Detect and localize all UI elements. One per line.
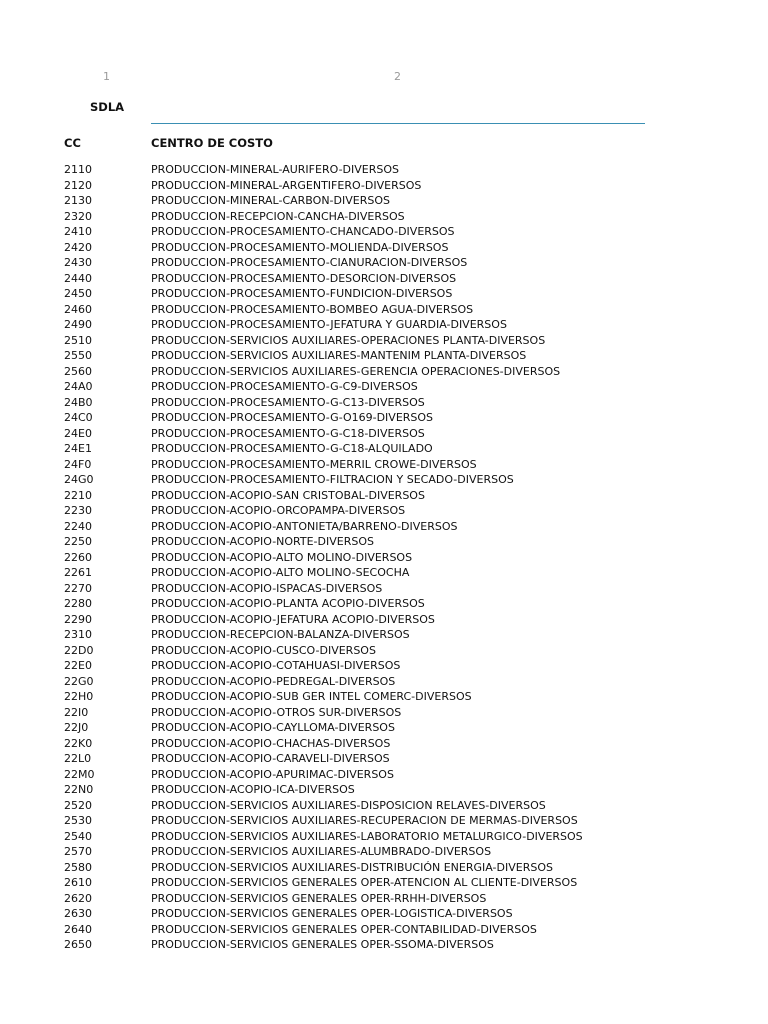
cost-center-description: PRODUCCION-ACOPIO-ALTO MOLINO-SECOCHA bbox=[151, 566, 410, 579]
cost-center-code: 2450 bbox=[64, 287, 92, 300]
table-row bbox=[64, 162, 744, 178]
cost-center-description: PRODUCCION-SERVICIOS AUXILIARES-DISTRIBUCIÓN ENERGIA-DIVERSOS bbox=[151, 860, 553, 874]
cost-center-code: 2280 bbox=[64, 597, 92, 610]
table-row bbox=[64, 891, 744, 907]
cost-center-code: 2290 bbox=[64, 612, 92, 626]
cost-center-description: PRODUCCION-PROCESAMIENTO-CIANURACION-DIVERSOS bbox=[151, 256, 468, 269]
table-row bbox=[64, 209, 744, 225]
table-row bbox=[64, 705, 744, 721]
table-row bbox=[64, 736, 744, 752]
table-row bbox=[64, 689, 744, 705]
table-row bbox=[64, 906, 744, 922]
cost-center-description: PRODUCCION-PROCESAMIENTO-DESORCION-DIVERSOS bbox=[151, 271, 457, 285]
cost-center-code: 2420 bbox=[64, 240, 92, 254]
cost-center-code: 2110 bbox=[64, 163, 92, 176]
cost-center-code: 22I0 bbox=[64, 705, 89, 719]
table-row bbox=[64, 255, 744, 271]
cost-center-code: 2430 bbox=[64, 256, 92, 269]
cost-center-code: 2260 bbox=[64, 550, 92, 564]
cost-center-description: PRODUCCION-ACOPIO-OTROS SUR-DIVERSOS bbox=[151, 705, 402, 719]
cost-center-code: 24B0 bbox=[64, 395, 93, 409]
cost-center-code: 22G0 bbox=[64, 674, 94, 688]
table-row bbox=[64, 782, 744, 798]
cost-center-code: 22N0 bbox=[64, 783, 94, 796]
table-row bbox=[64, 503, 744, 519]
cost-center-description: PRODUCCION-PROCESAMIENTO-G-O169-DIVERSOS bbox=[151, 411, 434, 424]
cost-center-description: PRODUCCION-RECEPCION-CANCHA-DIVERSOS bbox=[151, 209, 405, 223]
cost-center-description: PRODUCCION-ACOPIO-ISPACAS-DIVERSOS bbox=[151, 581, 383, 595]
cost-center-code: 2460 bbox=[64, 302, 92, 316]
cost-center-description: PRODUCCION-PROCESAMIENTO-JEFATURA Y GUARDIA-DIVERSOS bbox=[151, 318, 507, 331]
table-row bbox=[64, 798, 744, 814]
cost-center-description: PRODUCCION-SERVICIOS AUXILIARES-LABORATORIO METALURGICO-DIVERSOS bbox=[151, 829, 583, 843]
cost-center-code: 2320 bbox=[64, 209, 92, 223]
table-row bbox=[64, 302, 744, 318]
cost-center-description: PRODUCCION-ACOPIO-ICA-DIVERSOS bbox=[151, 783, 355, 796]
table-row bbox=[64, 379, 744, 395]
table-row bbox=[64, 286, 744, 302]
column-header-centro-de-costo: CENTRO DE COSTO bbox=[151, 136, 273, 150]
cost-center-description: PRODUCCION-ACOPIO-ALTO MOLINO-DIVERSOS bbox=[151, 550, 413, 564]
cost-center-code: 24E1 bbox=[64, 442, 92, 455]
table-row bbox=[64, 364, 744, 380]
cost-center-description: PRODUCCION-PROCESAMIENTO-BOMBEO AGUA-DIVERSOS bbox=[151, 302, 474, 316]
table-row bbox=[64, 581, 744, 597]
table-row bbox=[64, 178, 744, 194]
table-row bbox=[64, 441, 744, 457]
cost-center-description: PRODUCCION-ACOPIO-APURIMAC-DIVERSOS bbox=[151, 767, 394, 781]
cost-center-code: 24E0 bbox=[64, 426, 92, 440]
column-number-2: 2 bbox=[394, 70, 401, 83]
cost-center-description: PRODUCCION-MINERAL-ARGENTIFERO-DIVERSOS bbox=[151, 178, 422, 192]
cost-center-code: 2130 bbox=[64, 194, 92, 207]
cost-center-code: 2490 bbox=[64, 318, 92, 331]
cost-center-description: PRODUCCION-ACOPIO-JEFATURA ACOPIO-DIVERSOS bbox=[151, 612, 435, 626]
table-row bbox=[64, 720, 744, 736]
cost-center-code: 22L0 bbox=[64, 752, 92, 765]
cost-center-description: PRODUCCION-PROCESAMIENTO-G-C13-DIVERSOS bbox=[151, 395, 425, 409]
cost-center-description: PRODUCCION-SERVICIOS AUXILIARES-DISPOSICION RELAVES-DIVERSOS bbox=[151, 798, 546, 812]
cost-center-description: PRODUCCION-ACOPIO-COTAHUASI-DIVERSOS bbox=[151, 659, 401, 672]
cost-center-description: PRODUCCION-ACOPIO-SUB GER INTEL COMERC-DIVERSOS bbox=[151, 690, 472, 703]
cost-center-code: 2510 bbox=[64, 333, 92, 347]
cost-center-description: PRODUCCION-ACOPIO-NORTE-DIVERSOS bbox=[151, 535, 374, 548]
table-row bbox=[64, 410, 744, 426]
column-header-cc: CC bbox=[64, 136, 81, 150]
cost-center-description: PRODUCCION-SERVICIOS GENERALES OPER-RRHH-DIVERSOS bbox=[151, 891, 487, 905]
cost-center-description: PRODUCCION-ACOPIO-SAN CRISTOBAL-DIVERSOS bbox=[151, 488, 425, 502]
table-row bbox=[64, 333, 744, 349]
cost-center-description: PRODUCCION-ACOPIO-ORCOPAMPA-DIVERSOS bbox=[151, 504, 406, 517]
cost-center-code: 2240 bbox=[64, 519, 92, 533]
cost-center-code: 2310 bbox=[64, 628, 92, 641]
cost-center-code: 2640 bbox=[64, 922, 92, 936]
cost-center-code: 2610 bbox=[64, 876, 92, 889]
table-row bbox=[64, 395, 744, 411]
cost-center-description: PRODUCCION-PROCESAMIENTO-FILTRACION Y SECADO-DIVERSOS bbox=[151, 473, 514, 486]
table-row bbox=[64, 674, 744, 690]
cost-center-table bbox=[64, 162, 744, 953]
cost-center-description: PRODUCCION-ACOPIO-CARAVELI-DIVERSOS bbox=[151, 752, 390, 765]
table-row bbox=[64, 643, 744, 659]
cost-center-code: 2580 bbox=[64, 860, 92, 874]
table-row bbox=[64, 937, 744, 953]
table-row bbox=[64, 240, 744, 256]
cost-center-description: PRODUCCION-SERVICIOS AUXILIARES-OPERACIONES PLANTA-DIVERSOS bbox=[151, 333, 546, 347]
table-row bbox=[64, 519, 744, 535]
cost-center-code: 2410 bbox=[64, 225, 92, 238]
cost-center-description: PRODUCCION-MINERAL-CARBON-DIVERSOS bbox=[151, 194, 390, 207]
table-row bbox=[64, 829, 744, 845]
cost-center-description: PRODUCCION-SERVICIOS GENERALES OPER-ATENCION AL CLIENTE-DIVERSOS bbox=[151, 876, 578, 889]
cost-center-code: 2620 bbox=[64, 891, 92, 905]
cost-center-code: 22E0 bbox=[64, 659, 92, 672]
table-row bbox=[64, 534, 744, 550]
cost-center-description: PRODUCCION-PROCESAMIENTO-CHANCADO-DIVERSOS bbox=[151, 225, 455, 238]
cost-center-description: PRODUCCION-RECEPCION-BALANZA-DIVERSOS bbox=[151, 628, 410, 641]
cost-center-code: 24C0 bbox=[64, 411, 93, 424]
cost-center-description: PRODUCCION-MINERAL-AURIFERO-DIVERSOS bbox=[151, 163, 399, 176]
table-row bbox=[64, 193, 744, 209]
table-row bbox=[64, 596, 744, 612]
cost-center-description: PRODUCCION-PROCESAMIENTO-G-C9-DIVERSOS bbox=[151, 380, 418, 393]
table-row bbox=[64, 488, 744, 504]
cost-center-description: PRODUCCION-SERVICIOS GENERALES OPER-CONTABILIDAD-DIVERSOS bbox=[151, 922, 537, 936]
header-divider bbox=[151, 123, 645, 124]
cost-center-description: PRODUCCION-SERVICIOS AUXILIARES-ALUMBRADO-DIVERSOS bbox=[151, 845, 492, 858]
cost-center-description: PRODUCCION-SERVICIOS GENERALES OPER-SSOMA-DIVERSOS bbox=[151, 938, 494, 951]
cost-center-code: 2530 bbox=[64, 814, 92, 827]
cost-center-code: 2230 bbox=[64, 504, 92, 517]
cost-center-code: 2210 bbox=[64, 488, 92, 502]
cost-center-code: 2261 bbox=[64, 566, 92, 579]
cost-center-code: 2560 bbox=[64, 364, 92, 378]
cost-center-description: PRODUCCION-PROCESAMIENTO-FUNDICION-DIVERSOS bbox=[151, 287, 453, 300]
column-number-1: 1 bbox=[103, 70, 110, 83]
cost-center-description: PRODUCCION-PROCESAMIENTO-MERRIL CROWE-DIVERSOS bbox=[151, 457, 477, 471]
table-row bbox=[64, 767, 744, 783]
cost-center-code: 2270 bbox=[64, 581, 92, 595]
cost-center-description: PRODUCCION-ACOPIO-ANTONIETA/BARRENO-DIVERSOS bbox=[151, 519, 458, 533]
cost-center-code: 22D0 bbox=[64, 643, 94, 657]
section-title: SDLA bbox=[90, 100, 125, 114]
cost-center-code: 2540 bbox=[64, 829, 92, 843]
cost-center-description: PRODUCCION-PROCESAMIENTO-G-C18-ALQUILADO bbox=[151, 442, 433, 455]
cost-center-code: 22H0 bbox=[64, 690, 94, 703]
cost-center-description: PRODUCCION-PROCESAMIENTO-G-C18-DIVERSOS bbox=[151, 426, 425, 440]
table-row bbox=[64, 844, 744, 860]
table-row bbox=[64, 922, 744, 938]
table-row bbox=[64, 224, 744, 240]
cost-center-description: PRODUCCION-ACOPIO-PLANTA ACOPIO-DIVERSOS bbox=[151, 597, 425, 610]
cost-center-description: PRODUCCION-PROCESAMIENTO-MOLIENDA-DIVERSOS bbox=[151, 240, 449, 254]
cost-center-code: 2440 bbox=[64, 271, 92, 285]
table-row bbox=[64, 472, 744, 488]
table-row bbox=[64, 813, 744, 829]
cost-center-description: PRODUCCION-SERVICIOS AUXILIARES-RECUPERACION DE MERMAS-DIVERSOS bbox=[151, 814, 578, 827]
cost-center-code: 2520 bbox=[64, 798, 92, 812]
cost-center-code: 2570 bbox=[64, 845, 92, 858]
table-row bbox=[64, 627, 744, 643]
cost-center-description: PRODUCCION-ACOPIO-CUSCO-DIVERSOS bbox=[151, 643, 376, 657]
table-row bbox=[64, 426, 744, 442]
cost-center-code: 22J0 bbox=[64, 721, 89, 734]
cost-center-description: PRODUCCION-ACOPIO-PEDREGAL-DIVERSOS bbox=[151, 674, 396, 688]
table-row bbox=[64, 457, 744, 473]
table-row bbox=[64, 612, 744, 628]
table-row bbox=[64, 751, 744, 767]
cost-center-description: PRODUCCION-SERVICIOS GENERALES OPER-LOGISTICA-DIVERSOS bbox=[151, 907, 513, 920]
table-row bbox=[64, 550, 744, 566]
table-row bbox=[64, 317, 744, 333]
table-row bbox=[64, 658, 744, 674]
cost-center-code: 2630 bbox=[64, 907, 92, 920]
cost-center-code: 24G0 bbox=[64, 473, 94, 486]
cost-center-code: 2550 bbox=[64, 349, 92, 362]
cost-center-code: 24A0 bbox=[64, 380, 93, 393]
cost-center-description: PRODUCCION-ACOPIO-CHACHAS-DIVERSOS bbox=[151, 736, 391, 750]
table-row bbox=[64, 348, 744, 364]
cost-center-description: PRODUCCION-SERVICIOS AUXILIARES-GERENCIA OPERACIONES-DIVERSOS bbox=[151, 364, 561, 378]
cost-center-code: 22M0 bbox=[64, 767, 95, 781]
table-row bbox=[64, 860, 744, 876]
cost-center-description: PRODUCCION-ACOPIO-CAYLLOMA-DIVERSOS bbox=[151, 721, 395, 734]
cost-center-code: 22K0 bbox=[64, 736, 93, 750]
cost-center-code: 2120 bbox=[64, 178, 92, 192]
cost-center-code: 2250 bbox=[64, 535, 92, 548]
table-row bbox=[64, 565, 744, 581]
table-row bbox=[64, 271, 744, 287]
table-row bbox=[64, 875, 744, 891]
cost-center-code: 2650 bbox=[64, 938, 92, 951]
cost-center-code: 24F0 bbox=[64, 457, 92, 471]
cost-center-description: PRODUCCION-SERVICIOS AUXILIARES-MANTENIM PLANTA-DIVERSOS bbox=[151, 349, 527, 362]
